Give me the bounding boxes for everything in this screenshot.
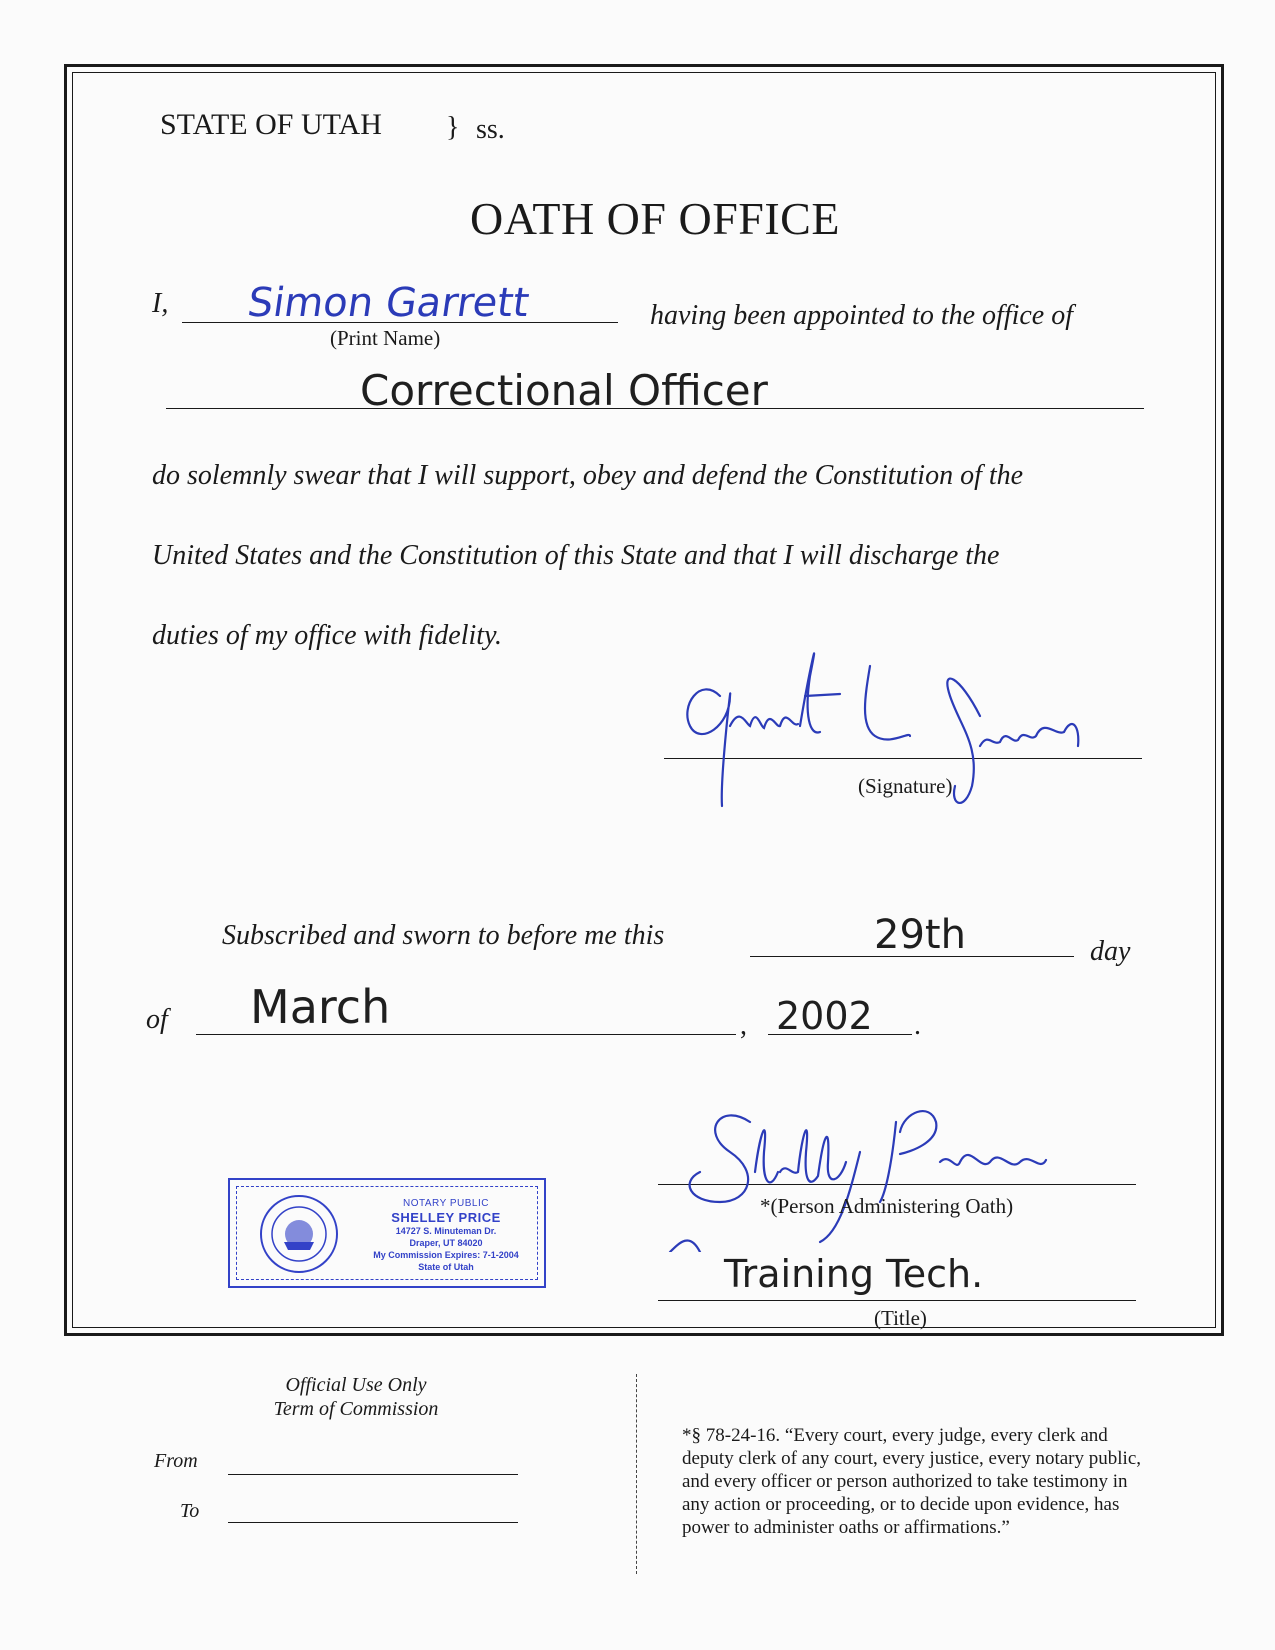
state-label: STATE OF UTAH [160, 108, 382, 141]
ss-label: ss. [476, 114, 505, 145]
footnote-line-3: and every officer or person authorized to take testimony in [682, 1471, 1128, 1492]
footer-divider [636, 1374, 637, 1574]
oath-prefix: I, [152, 288, 169, 319]
month-line [196, 1034, 736, 1035]
printed-name-handwritten: Simon Garrett [244, 280, 533, 326]
print-name-label: (Print Name) [330, 326, 441, 350]
stamp-text [358, 1198, 534, 1273]
stamp-line-2: SHELLEY PRICE [391, 1210, 501, 1225]
term-of-commission-heading: Term of Commission [273, 1398, 439, 1420]
statute-footnote [682, 1424, 1141, 1539]
to-label: To [180, 1500, 200, 1522]
oath-line-2: United States and the Constitution of this State and that I will discharge the [152, 540, 1000, 571]
administrator-signature-image [660, 1092, 1080, 1252]
office-handwritten: Correctional Officer [360, 366, 768, 415]
official-use-heading: Official Use Only [285, 1374, 427, 1396]
footnote-line-1: *§ 78-24-16. “Every court, every judge, every clerk and [682, 1425, 1108, 1446]
month-comma: , [740, 1010, 747, 1041]
administrator-label: *(Person Administering Oath) [760, 1194, 1014, 1218]
stamp-line-6: State of Utah [418, 1262, 474, 1272]
footnote-line-5: power to administer oaths or affirmations.” [682, 1517, 1010, 1538]
footnote-line-2: deputy clerk of any court, every justice, every notary public, [682, 1448, 1141, 1469]
stamp-line-1: NOTARY PUBLIC [403, 1198, 489, 1209]
year-handwritten: 2002 [776, 994, 873, 1038]
of-label: of [146, 1004, 168, 1035]
state-seal-icon [244, 1192, 354, 1276]
to-line [228, 1522, 518, 1523]
stamp-line-4: Draper, UT 84020 [409, 1238, 483, 1248]
brace: } [446, 112, 460, 143]
title-label: (Title) [874, 1306, 927, 1330]
from-line [228, 1474, 518, 1475]
subscribed-text: Subscribed and sworn to before me this [222, 920, 665, 951]
title-handwritten: Training Tech. [724, 1252, 984, 1296]
appointed-text: having been appointed to the office of [650, 300, 1074, 331]
day-label: day [1090, 936, 1131, 967]
stamp-line-5: My Commission Expires: 7-1-2004 [373, 1250, 519, 1260]
page-title: OATH OF OFFICE [470, 193, 840, 244]
stamp-line-3: 14727 S. Minuteman Dr. [395, 1226, 497, 1236]
title-line [658, 1300, 1136, 1301]
oath-line-1: do solemnly swear that I will support, obey and defend the Constitution of the [152, 460, 1024, 491]
notary-stamp [228, 1178, 546, 1288]
day-handwritten: 29th [874, 912, 966, 958]
signature-label: (Signature) [858, 774, 953, 798]
month-handwritten: March [250, 980, 391, 1034]
footnote-line-4: any action or proceeding, or to decide upon evidence, has [682, 1494, 1120, 1515]
oath-line-3: duties of my office with fidelity. [152, 620, 502, 651]
year-period: . [914, 1010, 921, 1041]
from-label: From [154, 1450, 198, 1472]
